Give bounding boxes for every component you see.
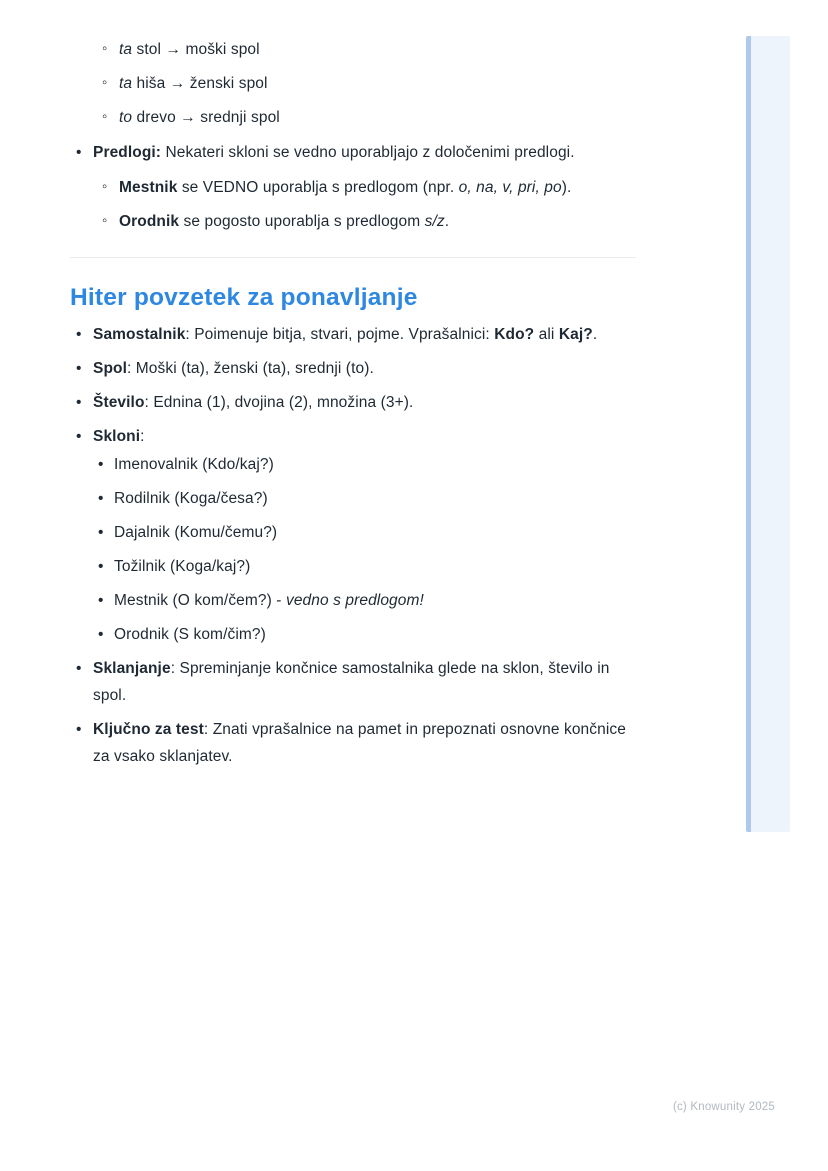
text-segment: Dajalnik (Komu/čemu?) [114,524,278,541]
text-segment: : Moški (ta), ženski (ta), srednji (to). [126,360,374,377]
text-segment: Predlogi: [93,144,162,161]
list-item [70,36,636,63]
text-segment: s/z [424,213,445,230]
text-segment: ta [119,75,133,92]
list-item [93,174,636,201]
text-segment: Orodnik [119,213,180,230]
list-item [70,423,636,648]
text-segment: o, na, v, pri, po [458,179,562,196]
text-segment: : Poimenuje bitja, stvari, pojme. Vprašalnici: [185,326,495,343]
text-segment: Kaj? [558,326,593,343]
text-segment: Spol [93,360,127,377]
text-segment: se VEDNO uporablja s predlogom (npr. [177,179,459,196]
section-heading: Hiter povzetek za ponavljanje [70,284,418,311]
text-segment: Tožilnik (Koga/kaj?) [114,558,251,575]
text-segment: Kdo? [494,326,535,343]
list-item [93,208,636,235]
scroll-indicator-strip[interactable] [746,36,790,832]
text-segment: ali [534,326,559,343]
text-segment: . [592,326,598,343]
list-item [70,655,636,709]
text-segment: Mestnik [119,179,178,196]
text-segment: ). [561,179,572,196]
summary-list [70,321,636,770]
text-segment: . [444,213,450,230]
gender-examples-list [70,36,636,131]
list-item [93,621,636,648]
text-segment: Skloni [93,428,141,445]
text-segment: Število [93,394,145,411]
text-segment: ta [119,41,133,58]
text-segment: : [140,428,145,445]
text-segment: vedno s predlogom! [285,592,424,609]
list-item [93,553,636,580]
section-divider [70,257,636,258]
list-item [93,451,636,478]
text-segment: Ključno za test [93,721,204,738]
list-item [93,485,636,512]
text-segment: se pogosto uporablja s predlogom [179,213,425,230]
text-segment: stol → moški spol [132,41,260,58]
text-segment: Orodnik (S kom/čim?) [114,626,266,643]
text-segment: : Ednina (1), dvojina (2), množina (3+). [144,394,414,411]
copyright-footer: (c) Knowunity 2025 [672,1101,775,1113]
document-content [70,36,636,777]
text-segment: to [119,109,133,126]
list-item [70,389,636,416]
text-segment: Mestnik (O kom/čem?) - [114,592,286,609]
list-item [70,104,636,131]
list-item [70,321,636,348]
text-segment: Sklanjanje [93,660,171,677]
predlogi-list [70,139,636,235]
text-segment: drevo → srednji spol [132,109,280,126]
nested-list [93,451,636,648]
list-item [70,70,636,97]
text-segment: : Znati vprašalnice na pamet in prepoznati osnovne končnice za vsako sklanjatev. [93,721,626,765]
list-item [93,587,636,614]
text-segment: Imenovalnik (Kdo/kaj?) [114,456,274,473]
list-item [70,139,636,235]
text-segment: Nekateri skloni se vedno uporabljajo z določenimi predlogi. [161,144,575,161]
list-item [93,519,636,546]
list-item [70,355,636,382]
text-segment: : Spreminjanje končnice samostalnika glede na sklon, število in spol. [93,660,610,704]
nested-list [93,174,636,235]
text-segment: Samostalnik [93,326,186,343]
text-segment: Rodilnik (Koga/česa?) [114,490,268,507]
text-segment: hiša → ženski spol [132,75,268,92]
list-item [70,716,636,770]
